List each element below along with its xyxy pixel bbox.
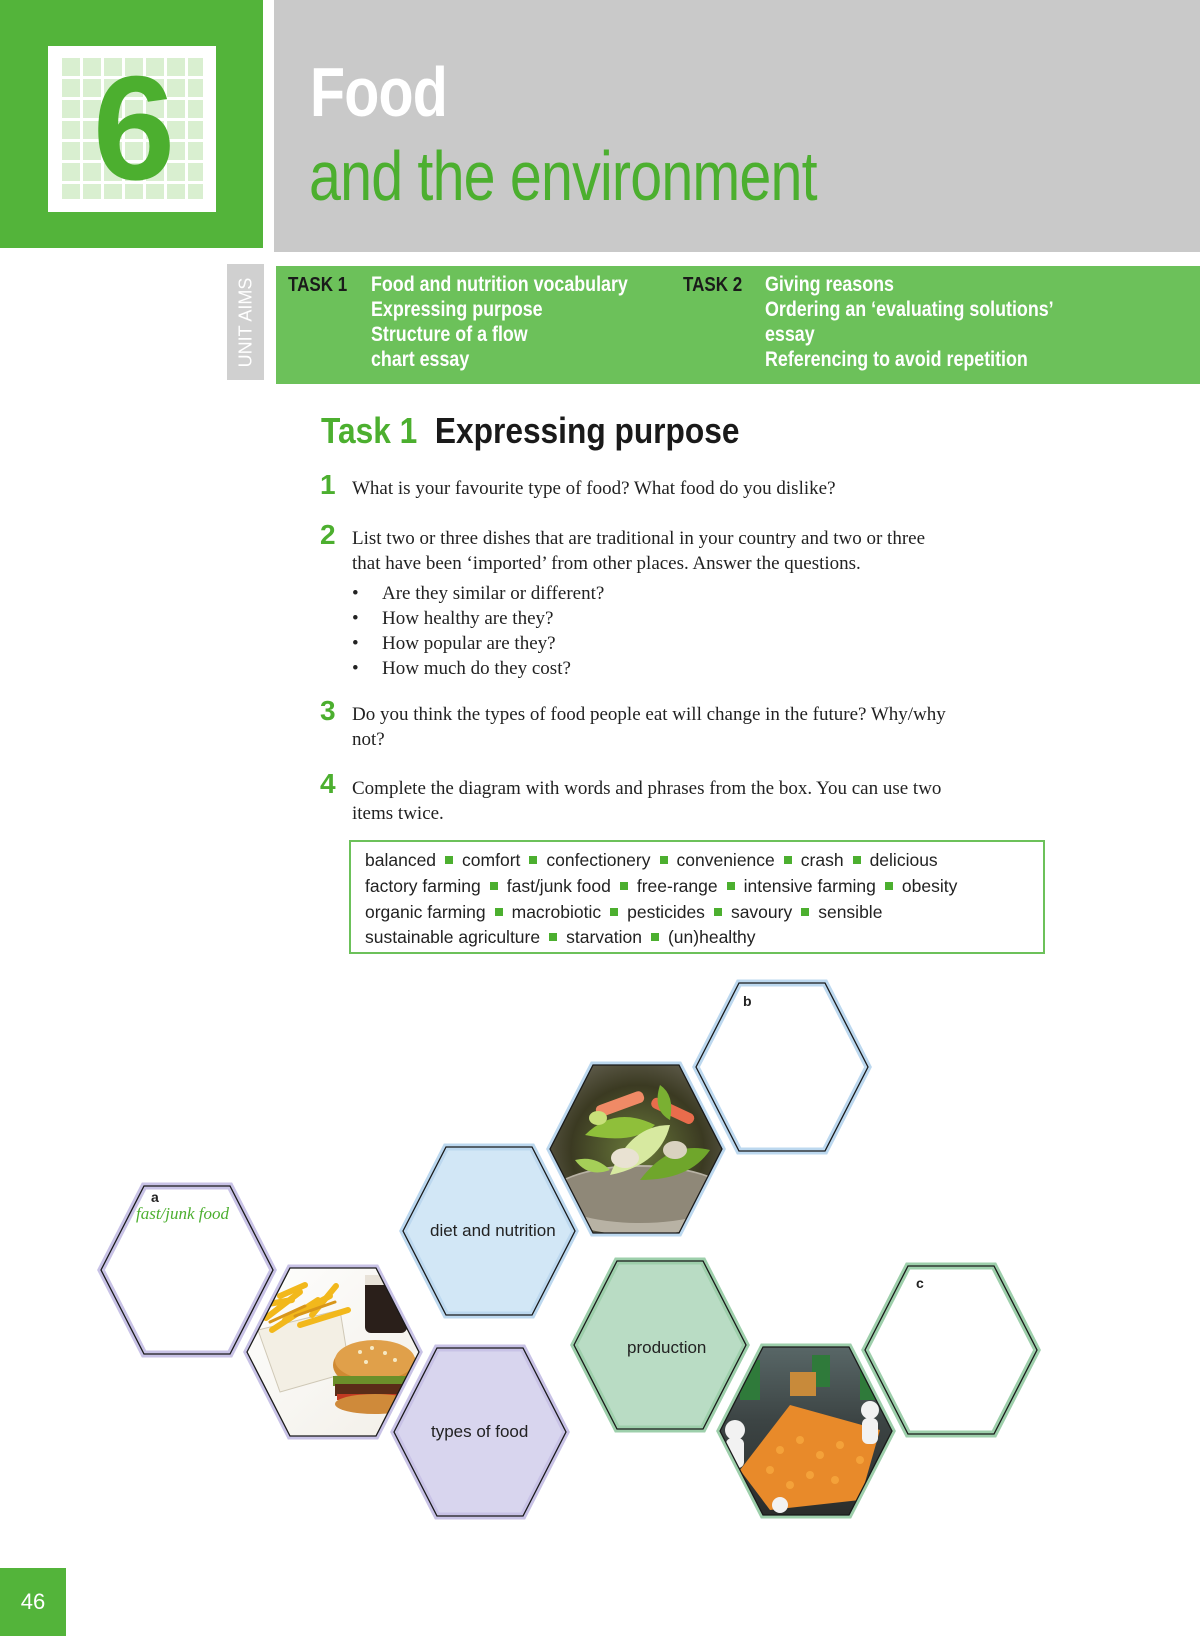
bullet-item: • How much do they cost?	[352, 658, 571, 679]
label-diet-and-nutrition: diet and nutrition	[430, 1221, 556, 1240]
aims-task2-line: Giving reasons	[765, 273, 894, 296]
word-item: (un)healthy	[667, 927, 756, 947]
bullet-item: • How popular are they?	[352, 633, 556, 654]
word-item: factory farming	[365, 876, 481, 896]
aims-task2-line: Referencing to avoid repetition	[765, 348, 1028, 371]
word-item: sensible	[818, 902, 883, 922]
bullet-text: How popular are they?	[382, 633, 556, 654]
word-item: balanced	[365, 850, 437, 870]
unit-number: 6	[92, 46, 172, 211]
bullet-item: • How healthy are they?	[352, 608, 554, 629]
task-title: Expressing purpose	[434, 410, 740, 451]
question-number: 1	[320, 469, 336, 500]
question-number: 3	[320, 695, 336, 726]
hex-letter-c: c	[916, 1275, 924, 1291]
aims-task1-line: chart essay	[371, 348, 470, 371]
question-text: Do you think the types of food people eat will change in the future? Why/why	[352, 704, 946, 725]
hex-letter-a: a	[151, 1189, 159, 1205]
hex-b-answer	[696, 983, 868, 1151]
word-item: free-range	[636, 876, 718, 896]
question-text: that have been ‘imported’ from other places. Answer the questions.	[352, 553, 861, 574]
word-item: sustainable agriculture	[365, 927, 541, 947]
unit-aims-label: UNIT AIMS	[235, 277, 255, 367]
hex-c-answer	[865, 1266, 1037, 1434]
word-item: starvation	[566, 927, 642, 947]
word-box-row	[365, 850, 938, 871]
word-box-row	[365, 927, 756, 948]
question-text: items twice.	[352, 803, 444, 824]
word-item: confectionery	[546, 850, 651, 870]
word-item: fast/junk food	[506, 876, 611, 896]
question-text: What is your favourite type of food? What food do you dislike?	[352, 478, 836, 499]
word-item: pesticides	[627, 902, 705, 922]
word-item: obesity	[901, 876, 958, 896]
word-item: delicious	[869, 850, 938, 870]
task-heading	[321, 410, 739, 452]
aims-task1-line: Structure of a flow	[371, 323, 528, 346]
question-text: Complete the diagram with words and phrases from the box. You can use two	[352, 778, 942, 799]
vocabulary-diagram	[0, 970, 1200, 1530]
question-text: not?	[352, 729, 385, 750]
word-box	[349, 840, 1045, 954]
label-types-of-food: types of food	[431, 1422, 529, 1441]
aims-task1-label: TASK 1	[288, 274, 348, 296]
word-item: crash	[800, 850, 844, 870]
word-box-row	[365, 876, 957, 897]
word-item: savoury	[730, 902, 793, 922]
aims-task2-label: TASK 2	[683, 274, 743, 296]
hex-letter-b: b	[743, 993, 752, 1009]
answer-a: fast/junk food	[136, 1204, 230, 1223]
word-item: macrobiotic	[511, 902, 602, 922]
aims-task1-line: Food and nutrition vocabulary	[371, 273, 628, 296]
aims-task2-line: Ordering an ‘evaluating solutions’	[765, 298, 1054, 321]
label-production: production	[627, 1338, 707, 1357]
question-number: 2	[320, 519, 336, 550]
page-number: 46	[20, 1589, 46, 1614]
bullet-item: • Are they similar or different?	[352, 583, 605, 604]
word-box-row	[365, 902, 882, 923]
aims-task2-line: essay	[765, 323, 815, 346]
bullet-text: Are they similar or different?	[382, 583, 605, 604]
unit-aims-label-wrap	[227, 264, 264, 380]
page-subtitle: and the environment	[309, 137, 817, 215]
aims-task1-line: Expressing purpose	[371, 298, 543, 321]
bullet-text: How much do they cost?	[382, 658, 571, 679]
task-label: Task 1	[321, 410, 418, 451]
page-title: Food	[310, 53, 447, 131]
question-number: 4	[320, 768, 336, 799]
word-item: intensive farming	[743, 876, 876, 896]
word-item: comfort	[462, 850, 521, 870]
word-item: organic farming	[365, 902, 486, 922]
question-text: List two or three dishes that are traditional in your country and two or three	[352, 528, 926, 549]
bullet-text: How healthy are they?	[382, 608, 554, 629]
word-item: convenience	[676, 850, 775, 870]
